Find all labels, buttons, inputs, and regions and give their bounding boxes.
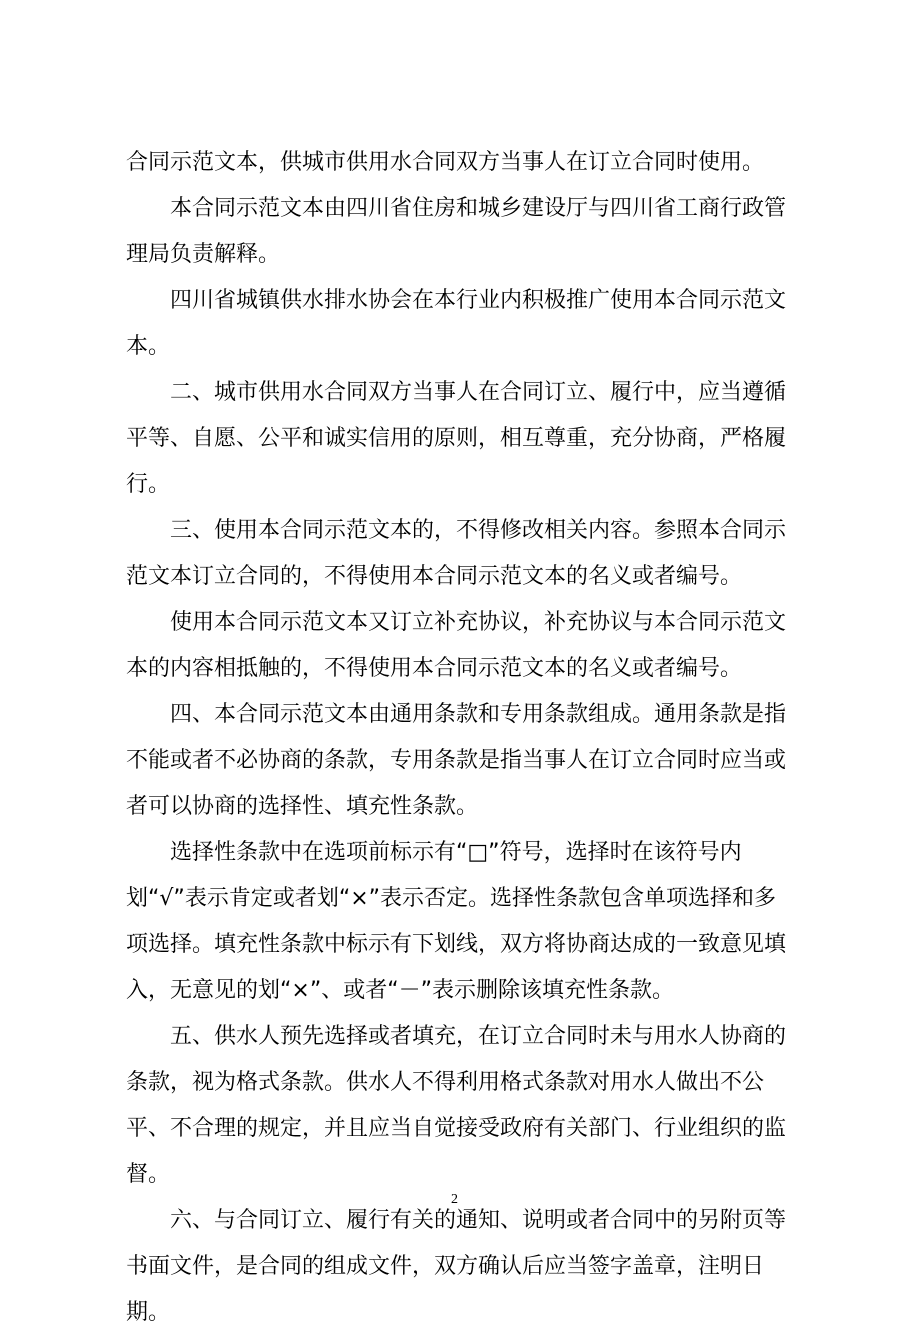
paragraph-10: 六、与合同订立、履行有关的通知、说明或者合同中的另附页等书面文件，是合同的组成文件，双方确认后应当签字盖章，注明日期。 [126, 1208, 787, 1325]
paragraph-7: 四、本合同示范文本由通用条款和专用条款组成。通用条款是指不能或者不必协商的条款，专用条款是指当事人在订立合同时应当或者可以协商的选择性、填充性条款。 [126, 702, 787, 819]
page-number: 2 [451, 1192, 458, 1207]
document-body [126, 140, 796, 1336]
paragraph-3: 四川省城镇供水排水协会在本行业内积极推广使用本合同示范文本。 [126, 288, 787, 359]
paragraph-6: 使用本合同示范文本又订立补充协议，补充协议与本合同示范文本的内容相抵触的，不得使用本合同示范文本的名义或者编号。 [126, 610, 787, 681]
paragraph-5: 三、使用本合同示范文本的，不得修改相关内容。参照本合同示范文本订立合同的，不得使用本合同示范文本的名义或者编号。 [126, 518, 787, 589]
paragraph-8: 选择性条款中在选项前标示有“□”符号，选择时在该符号内划“√”表示肯定或者划“×”表示否定。选择性条款包含单项选择和多项选择。填充性条款中标示有下划线，双方将协商达成的一致意见填入，无意见的划“×”、或者“－”表示删除该填充性条款。 [126, 840, 787, 1003]
paragraph-2: 本合同示范文本由四川省住房和城乡建设厅与四川省工商行政管理局负责解释。 [126, 196, 787, 267]
paragraph-4: 二、城市供用水合同双方当事人在合同订立、履行中，应当遵循平等、自愿、公平和诚实信用的原则，相互尊重，充分协商，严格履行。 [126, 380, 787, 497]
paragraph-1: 合同示范文本，供城市供用水合同双方当事人在订立合同时使用。 [126, 150, 765, 175]
paragraph-9: 五、供水人预先选择或者填充，在订立合同时未与用水人协商的条款，视为格式条款。供水人不得利用格式条款对用水人做出不公平、不合理的规定，并且应当自觉接受政府有关部门、行业组织的监督。 [126, 1024, 787, 1187]
